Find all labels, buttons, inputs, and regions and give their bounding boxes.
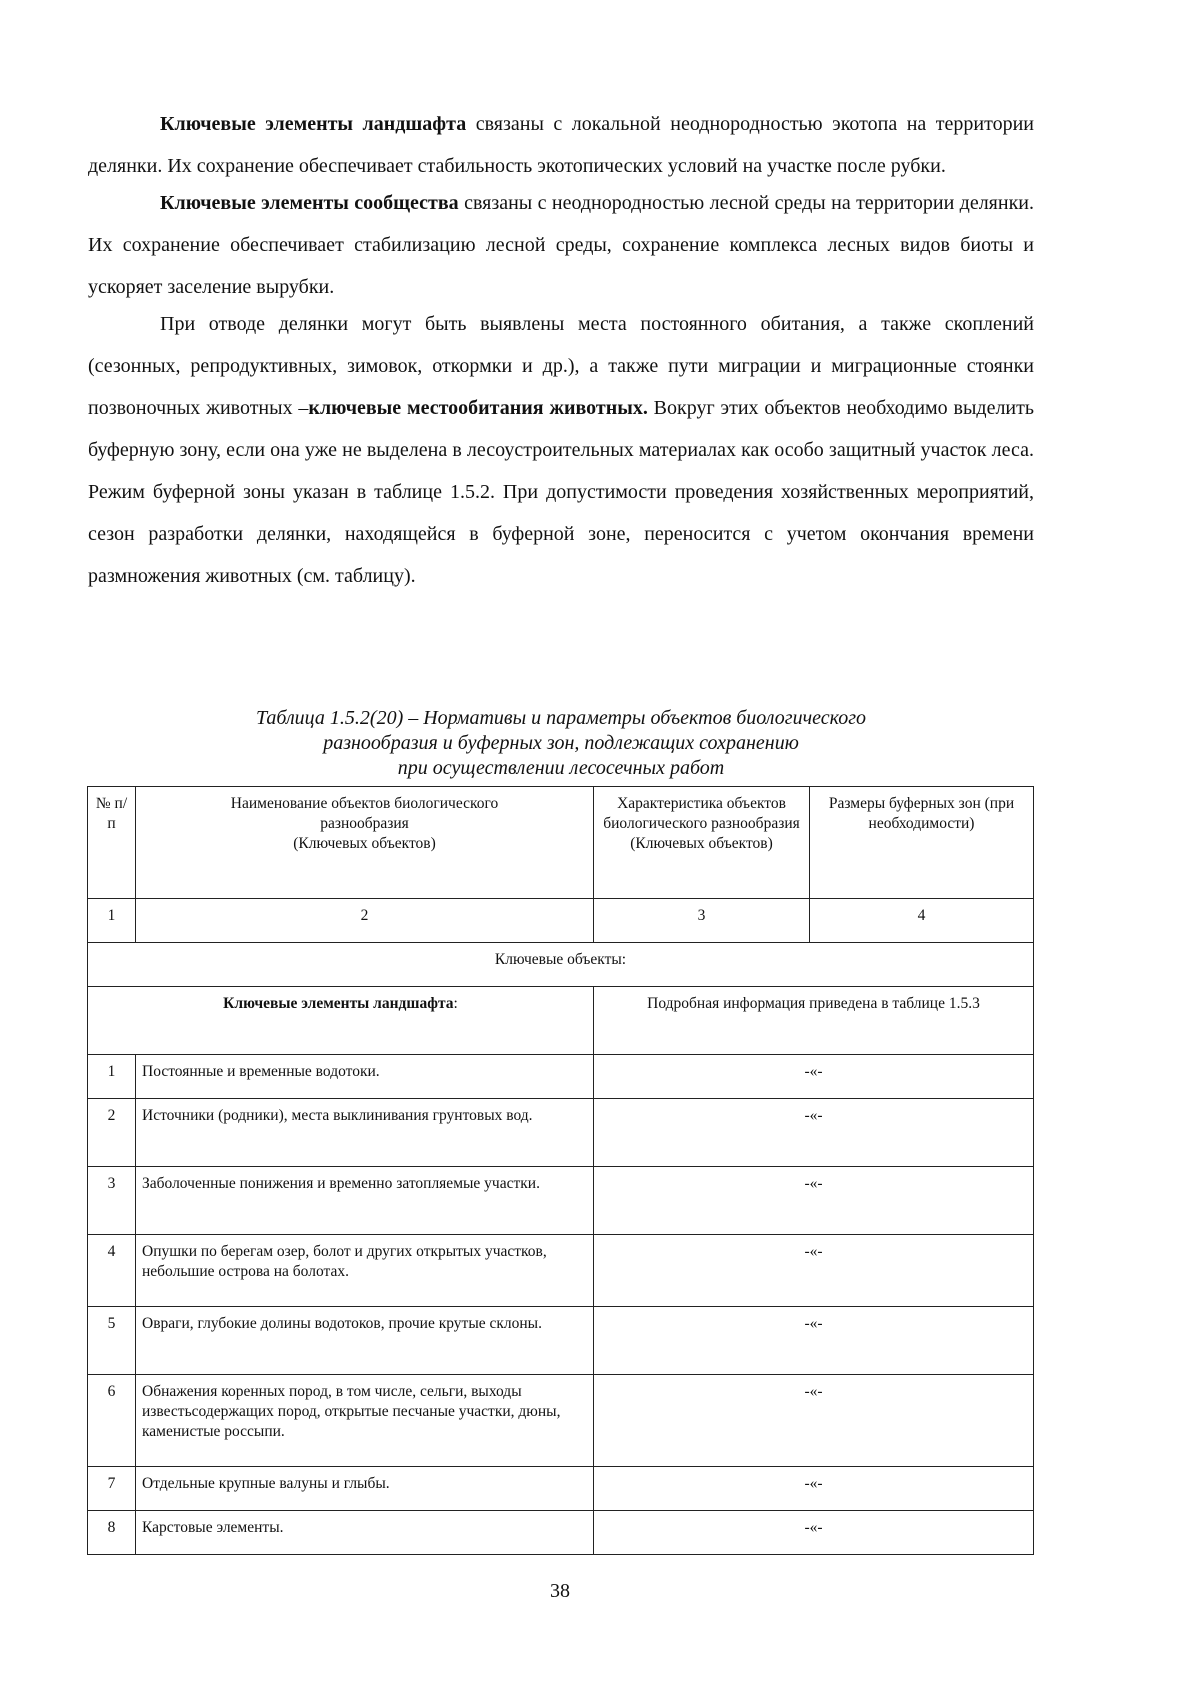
column-number: 1	[88, 899, 136, 943]
row-name: Источники (родники), места выклинивания грунтовых вод.	[136, 1099, 594, 1167]
subsection-row	[88, 987, 1034, 1055]
page-number: 38	[550, 1580, 570, 1602]
row-value: -«-	[594, 1511, 1034, 1555]
header-name-line: разнообразия	[320, 815, 409, 832]
caption-line: разнообразия и буферных зон, подлежащих сохранению	[323, 732, 799, 754]
row-number: 1	[88, 1055, 136, 1099]
term-animal-habitats: ключевые местообитания животных.	[308, 397, 648, 419]
table-row	[88, 1099, 1034, 1167]
paragraph-landscape-elements	[88, 103, 1034, 187]
row-name: Обнажения коренных пород, в том числе, сельги, выходы известьсодержащих пород, открытые песчаные участки, дюны, каменистые россыпи.	[136, 1375, 594, 1467]
table-row	[88, 1167, 1034, 1235]
subsection-title-text: Ключевые элементы ландшафта	[223, 995, 454, 1012]
row-value: -«-	[594, 1467, 1034, 1511]
paragraph-text: связаны с неоднородностью лесной среды на территории делянки. Их сохранение обеспечивает стабилизацию лесной среды, сохранение комплекса лесных видов биоты и ускоряет заселение вырубки.	[88, 192, 1035, 298]
row-name: Карстовые элементы.	[136, 1511, 594, 1555]
biodiversity-table	[87, 786, 1034, 1555]
column-number: 3	[594, 899, 810, 943]
row-name: Опушки по берегам озер, болот и других открытых участков, небольшие острова на болотах.	[136, 1235, 594, 1307]
subsection-info: Подробная информация приведена в таблице 1.5.3	[594, 987, 1034, 1055]
row-value: -«-	[594, 1099, 1034, 1167]
row-number: 8	[88, 1511, 136, 1555]
row-name: Отдельные крупные валуны и глыбы.	[136, 1467, 594, 1511]
table-row	[88, 1375, 1034, 1467]
row-number: 7	[88, 1467, 136, 1511]
row-number: 4	[88, 1235, 136, 1307]
header-num: № п/п	[88, 787, 136, 899]
row-name: Заболоченные понижения и временно затопляемые участки.	[136, 1167, 594, 1235]
table-row	[88, 1467, 1034, 1511]
row-number: 5	[88, 1307, 136, 1375]
row-number: 3	[88, 1167, 136, 1235]
header-name-line: Наименование объектов биологического	[230, 795, 499, 812]
column-number: 4	[810, 899, 1034, 943]
table-header-row	[88, 787, 1034, 899]
subsection-title	[88, 987, 594, 1055]
paragraph-text: Вокруг этих объектов необходимо выделить буферную зону, если она уже не выделена в лесоустроительных материалах как особо защитный участок леса. Режим буферной зоны указан в таблице 1.5.2. При допустимости проведения хозяйственных мероприятий, сезон разработки делянки, находящейся в буферной зоне, переносится с учетом окончания времени размножения животных (см. таблицу).	[88, 397, 1034, 587]
header-buffer-size: Размеры буферных зон (при необходимости)	[810, 787, 1034, 899]
row-value: -«-	[594, 1235, 1034, 1307]
header-name	[136, 787, 594, 899]
term-landscape-elements: Ключевые элементы ландшафта	[160, 113, 467, 135]
section-title: Ключевые объекты:	[88, 943, 1034, 987]
column-number-row	[88, 899, 1034, 943]
row-name: Постоянные и временные водотоки.	[136, 1055, 594, 1099]
row-value: -«-	[594, 1307, 1034, 1375]
subsection-title-suffix: :	[453, 995, 458, 1012]
table-row	[88, 1511, 1034, 1555]
paragraph-text: При отводе делянки могут быть выявлены места постоянного обитания, а также скоплений (сезонных, репродуктивных, зимовок, откормки и др.), а также пути миграции и миграционные стоянки позвоночных животных –	[88, 313, 1034, 419]
section-row	[88, 943, 1034, 987]
table-caption	[88, 706, 1034, 781]
row-number: 2	[88, 1099, 136, 1167]
paragraph-text: связаны с локальной неоднородностью экотопа на территории делянки. Их сохранение обеспечивает стабильность экотопических условий на участке после рубки.	[88, 113, 1035, 177]
row-value: -«-	[594, 1055, 1034, 1099]
table-row	[88, 1235, 1034, 1307]
row-number: 6	[88, 1375, 136, 1467]
caption-line: Таблица 1.5.2(20) – Нормативы и параметры объектов биологического	[255, 707, 867, 729]
caption-line: при осуществлении лесосечных работ	[397, 757, 725, 779]
table-row	[88, 1055, 1034, 1099]
row-value: -«-	[594, 1375, 1034, 1467]
column-number: 2	[136, 899, 594, 943]
paragraph-animal-habitats	[88, 303, 1034, 597]
body-text	[88, 103, 1034, 597]
header-characteristic: Характеристика объектов биологического разнообразия (Ключевых объектов)	[594, 787, 810, 899]
term-community-elements: Ключевые элементы сообщества	[160, 192, 459, 214]
paragraph-community-elements	[88, 182, 1034, 308]
row-name: Овраги, глубокие долины водотоков, прочие крутые склоны.	[136, 1307, 594, 1375]
row-value: -«-	[594, 1167, 1034, 1235]
table-row	[88, 1307, 1034, 1375]
header-name-line: (Ключевых объектов)	[293, 835, 436, 852]
